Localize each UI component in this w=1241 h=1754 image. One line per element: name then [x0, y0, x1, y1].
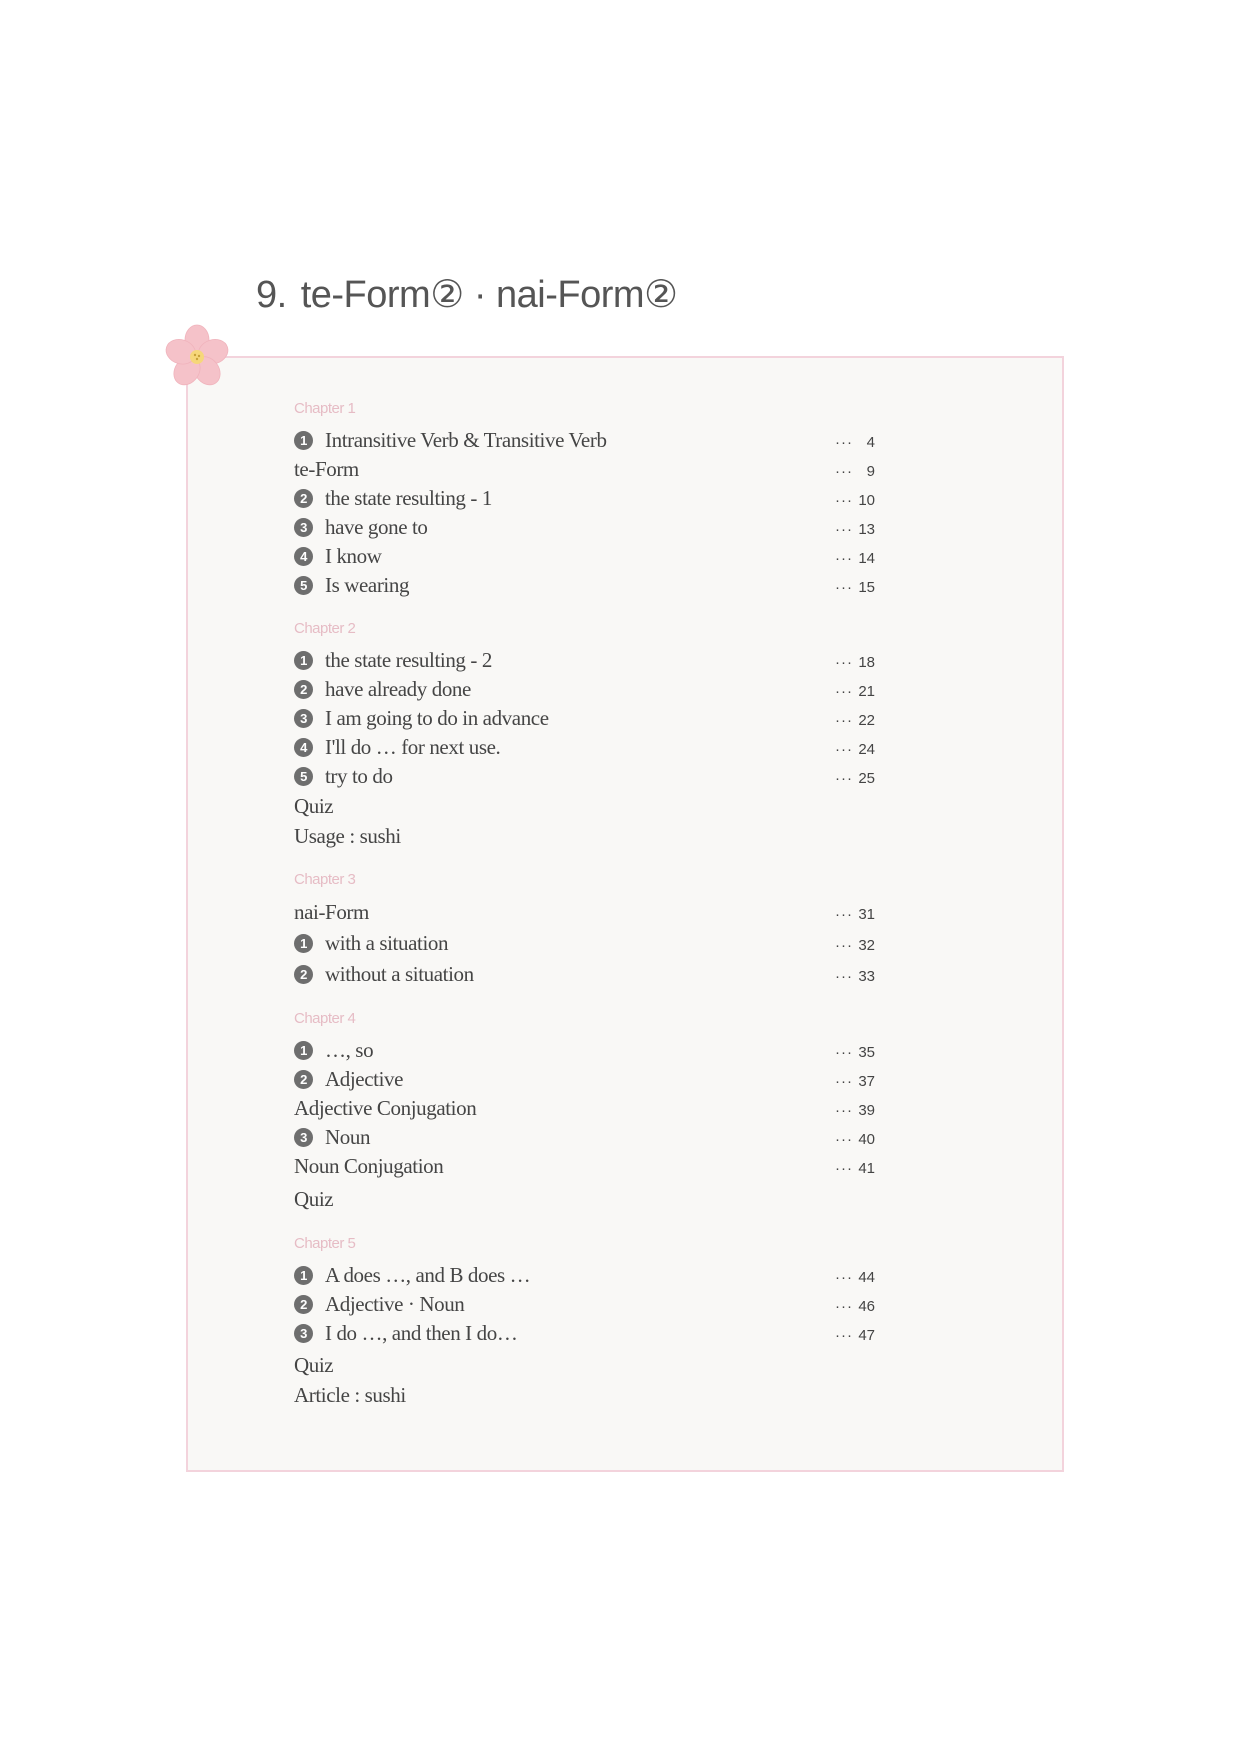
toc-entry[interactable] [294, 1094, 884, 1123]
toc-entry[interactable] [294, 571, 884, 600]
toc-entry[interactable] [294, 1290, 884, 1319]
page-reference: ··· 14 [835, 544, 875, 573]
circled-number-icon: 1 [294, 1041, 313, 1060]
entry-title: without a situation [325, 962, 474, 986]
page-number: 39 [858, 1102, 875, 1119]
circled-number-icon: 3 [294, 1128, 313, 1147]
page-reference: ··· 39 [835, 1096, 875, 1125]
toc-entry[interactable] [294, 426, 884, 455]
circled-number-icon: 4 [294, 738, 313, 757]
chapter-1 [294, 398, 884, 600]
page-number: 22 [858, 712, 875, 729]
section-number: 9. [256, 274, 287, 316]
circled-number-icon: 5 [294, 767, 313, 786]
circled-number-icon: 2 [294, 680, 313, 699]
toc-entry-quiz[interactable] [294, 791, 884, 822]
toc-entry[interactable] [294, 646, 884, 675]
toc-entry[interactable] [294, 897, 884, 928]
page-number: 24 [858, 741, 875, 758]
page-number: 44 [858, 1269, 875, 1286]
toc-entry-quiz[interactable] [294, 1350, 884, 1381]
page-reference: ··· 40 [835, 1125, 875, 1154]
entry-title: Is wearing [325, 573, 410, 597]
chapter-label: Chapter 4 [294, 1010, 356, 1027]
page-reference: ··· 22 [835, 706, 875, 735]
toc-entry-article[interactable] [294, 1381, 884, 1410]
page-number: 21 [858, 683, 875, 700]
page-reference: ··· 25 [835, 764, 875, 793]
entry-title: have already done [325, 677, 471, 701]
toc-entry[interactable] [294, 928, 884, 959]
toc-entry[interactable] [294, 762, 884, 791]
entry-title: Usage : sushi [294, 824, 401, 848]
cherry-blossom-icon [162, 322, 232, 390]
page-reference: ··· 31 [835, 899, 875, 930]
entry-title: Adjective · Noun [325, 1292, 465, 1316]
page-reference: ··· 24 [835, 735, 875, 764]
page-reference: ··· 35 [835, 1038, 875, 1067]
entry-title: the state resulting - 2 [325, 648, 492, 672]
toc-entry[interactable] [294, 1123, 884, 1152]
page-number: 37 [858, 1073, 875, 1090]
page-number: 18 [858, 654, 875, 671]
toc-entry[interactable] [294, 513, 884, 542]
chapter-label: Chapter 1 [294, 400, 356, 417]
entry-title: Article : sushi [294, 1383, 406, 1407]
toc-entry[interactable] [294, 484, 884, 513]
entry-title: I'll do … for next use. [325, 735, 501, 759]
entry-title: I do …, and then I do… [325, 1321, 518, 1345]
page-number: 35 [858, 1044, 875, 1061]
chapter-label: Chapter 5 [294, 1235, 356, 1252]
page-number: 46 [858, 1298, 875, 1315]
page-reference: ··· 32 [835, 930, 875, 961]
circled-number-icon: 1 [294, 1266, 313, 1285]
page-number: 32 [858, 937, 875, 954]
circled-number-icon: 3 [294, 1324, 313, 1343]
entry-title: Adjective Conjugation [294, 1096, 477, 1120]
entry-title: nai-Form [294, 900, 369, 924]
toc-entry[interactable] [294, 455, 884, 484]
page-reference: ··· 46 [835, 1292, 875, 1321]
page-reference: ··· 18 [835, 648, 875, 677]
page-number: 13 [858, 521, 875, 538]
entry-title: A does …, and B does … [325, 1263, 531, 1287]
chapter-label: Chapter 3 [294, 871, 356, 888]
toc-entry[interactable] [294, 1036, 884, 1065]
circled-number-icon: 1 [294, 651, 313, 670]
entry-title: Noun Conjugation [294, 1154, 444, 1178]
chapter-2 [294, 618, 884, 851]
table-of-contents [294, 398, 884, 1428]
page-number: 31 [858, 906, 875, 923]
page-reference: ··· 44 [835, 1263, 875, 1292]
section-title: te-Form② · nai-Form② [300, 274, 678, 316]
chapter-label: Chapter 2 [294, 620, 356, 637]
page-number: 4 [866, 434, 875, 451]
toc-entry[interactable] [294, 959, 884, 990]
circled-number-icon: 2 [294, 1070, 313, 1089]
toc-entry[interactable] [294, 1319, 884, 1348]
chapter-4 [294, 1008, 884, 1215]
circled-number-icon: 4 [294, 547, 313, 566]
entry-title: have gone to [325, 515, 428, 539]
entry-title: Noun [325, 1125, 371, 1149]
page-number: 41 [858, 1160, 875, 1177]
page-reference: ··· 10 [835, 486, 875, 515]
entry-title: Quiz [294, 794, 334, 818]
circled-number-icon: 2 [294, 965, 313, 984]
chapter-5 [294, 1233, 884, 1410]
circled-number-icon: 5 [294, 576, 313, 595]
page-reference: ··· 9 [835, 457, 875, 486]
entry-title: Adjective [325, 1067, 404, 1091]
page-number: 9 [866, 463, 875, 480]
page-number: 40 [858, 1131, 875, 1148]
toc-entry[interactable] [294, 1261, 884, 1290]
entry-title: with a situation [325, 931, 449, 955]
circled-number-icon: 2 [294, 489, 313, 508]
chapter-3 [294, 869, 884, 990]
circled-number-icon: 1 [294, 431, 313, 450]
page-number: 14 [858, 550, 875, 567]
entry-title: Quiz [294, 1187, 334, 1211]
toc-entry[interactable] [294, 1065, 884, 1094]
entry-title: Quiz [294, 1353, 334, 1377]
page-number: 47 [858, 1327, 875, 1344]
toc-entry[interactable] [294, 1152, 884, 1181]
page-reference: ··· 4 [835, 428, 875, 457]
page-reference: ··· 47 [835, 1321, 875, 1350]
entry-title: I am going to do in advance [325, 706, 549, 730]
toc-entry-usage[interactable] [294, 822, 884, 851]
circled-number-icon: 1 [294, 934, 313, 953]
entry-title: the state resulting - 1 [325, 486, 492, 510]
entry-title: I know [325, 544, 382, 568]
toc-entry[interactable] [294, 733, 884, 762]
page-reference: ··· 21 [835, 677, 875, 706]
page-reference: ··· 41 [835, 1154, 875, 1183]
toc-entry-quiz[interactable] [294, 1184, 884, 1215]
entry-title: Intransitive Verb & Transitive Verb [325, 428, 607, 452]
page-reference: ··· 37 [835, 1067, 875, 1096]
page-number: 10 [858, 492, 875, 509]
toc-entry[interactable] [294, 704, 884, 733]
page-number: 15 [858, 579, 875, 596]
page-title [256, 272, 678, 317]
entry-title: te-Form [294, 457, 359, 481]
entry-title: try to do [325, 764, 393, 788]
page-reference: ··· 15 [835, 573, 875, 602]
circled-number-icon: 3 [294, 518, 313, 537]
toc-entry[interactable] [294, 542, 884, 571]
toc-entry[interactable] [294, 675, 884, 704]
page-reference: ··· 13 [835, 515, 875, 544]
page-reference: ··· 33 [835, 961, 875, 992]
circled-number-icon: 2 [294, 1295, 313, 1314]
page-number: 33 [858, 968, 875, 985]
page-number: 25 [858, 770, 875, 787]
entry-title: …, so [325, 1038, 374, 1062]
circled-number-icon: 3 [294, 709, 313, 728]
